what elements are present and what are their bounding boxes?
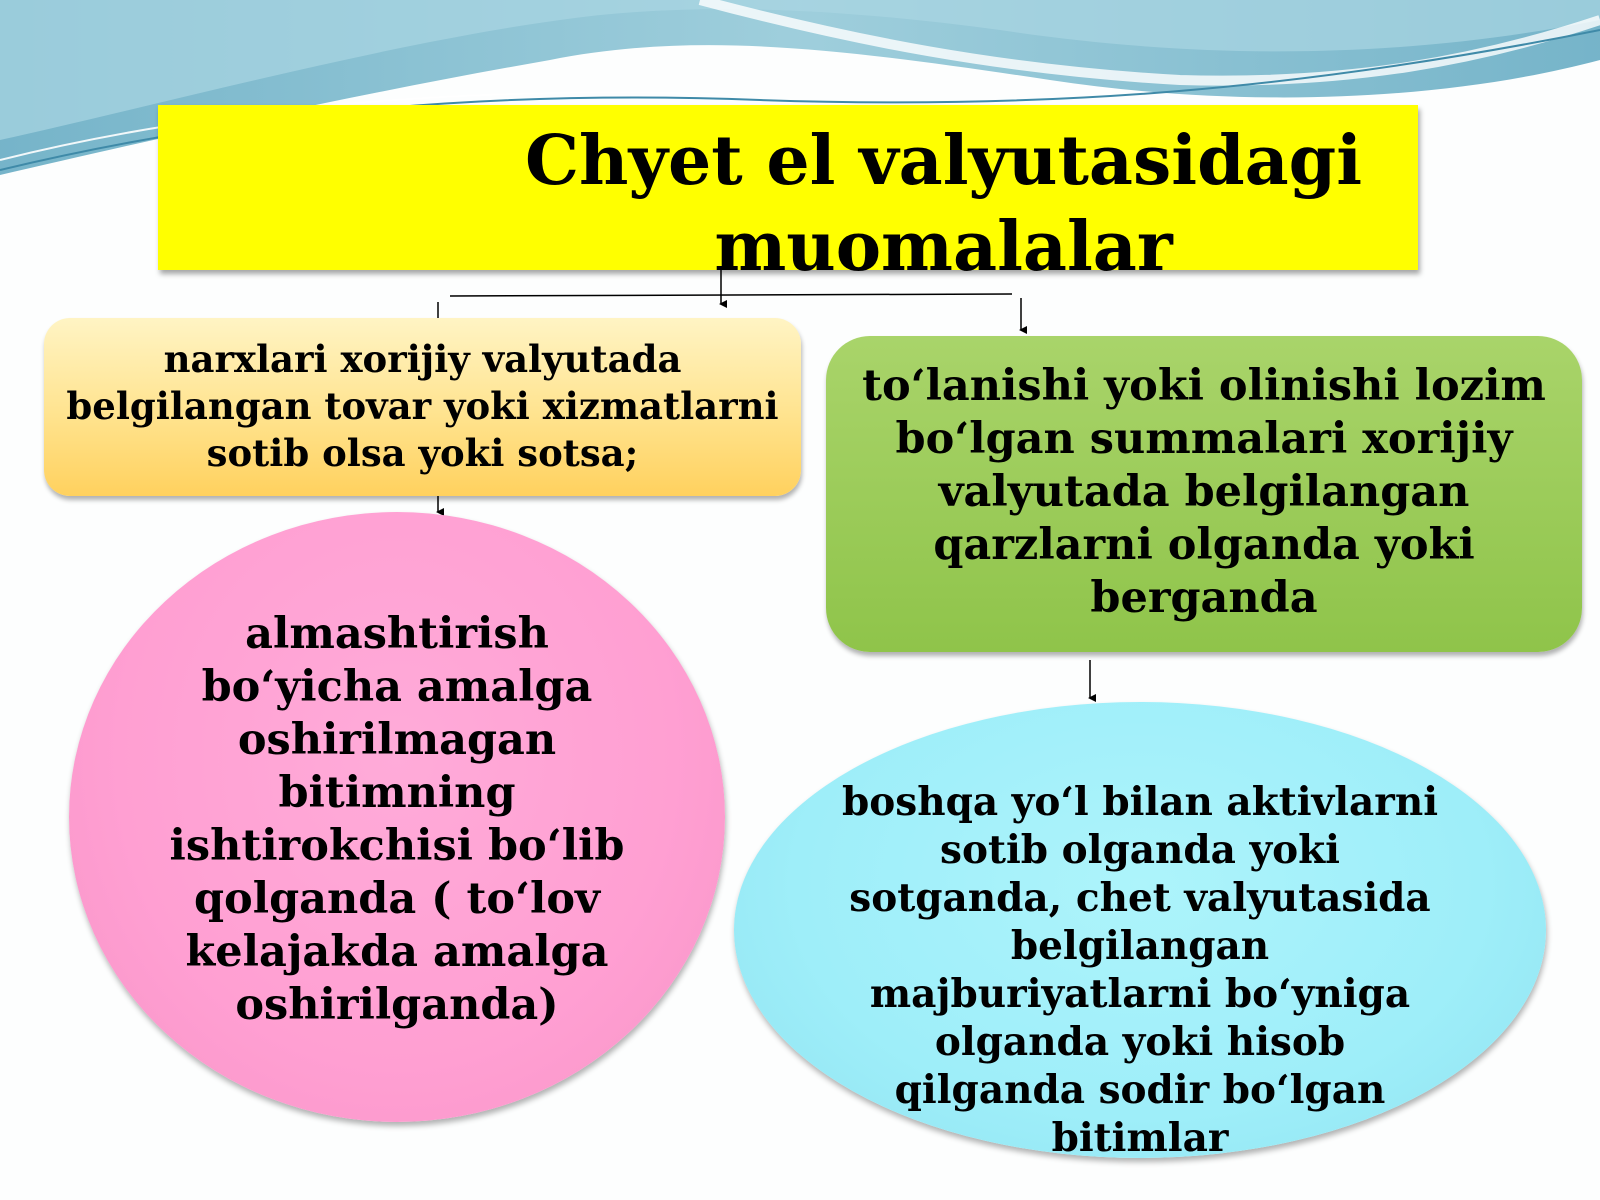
node-text-top-right: to‘lanishi yoki olinishi lozim bo‘lgan summalari xorijiy valyutada belgilangan qarzlarni olganda yoki berganda [862,361,1546,623]
node-text-top-left: narxlari xorijiy valyutada belgilangan tovar yoki xizmatlarni sotib olsa yoki sotsa; [66,337,779,475]
node-text-bottom-left: almashtirish bo‘yicha amalga oshirilmagan bitimning ishtirokchisi bo‘lib qolganda ( to‘lov kelajakda amalga oshirilganda) [169,609,625,1030]
node-text-bottom-right: boshqa yo‘l bilan aktivlarni sotib olganda yoki sotganda, chet valyutasida belgilangan majburiyatlarni bo‘yniga olganda yoki hisob qilganda sodir bo‘lgan bitimlar [841,779,1439,1161]
diagram-title: Chyet el valyutasidagi muomalalar [524,121,1363,287]
